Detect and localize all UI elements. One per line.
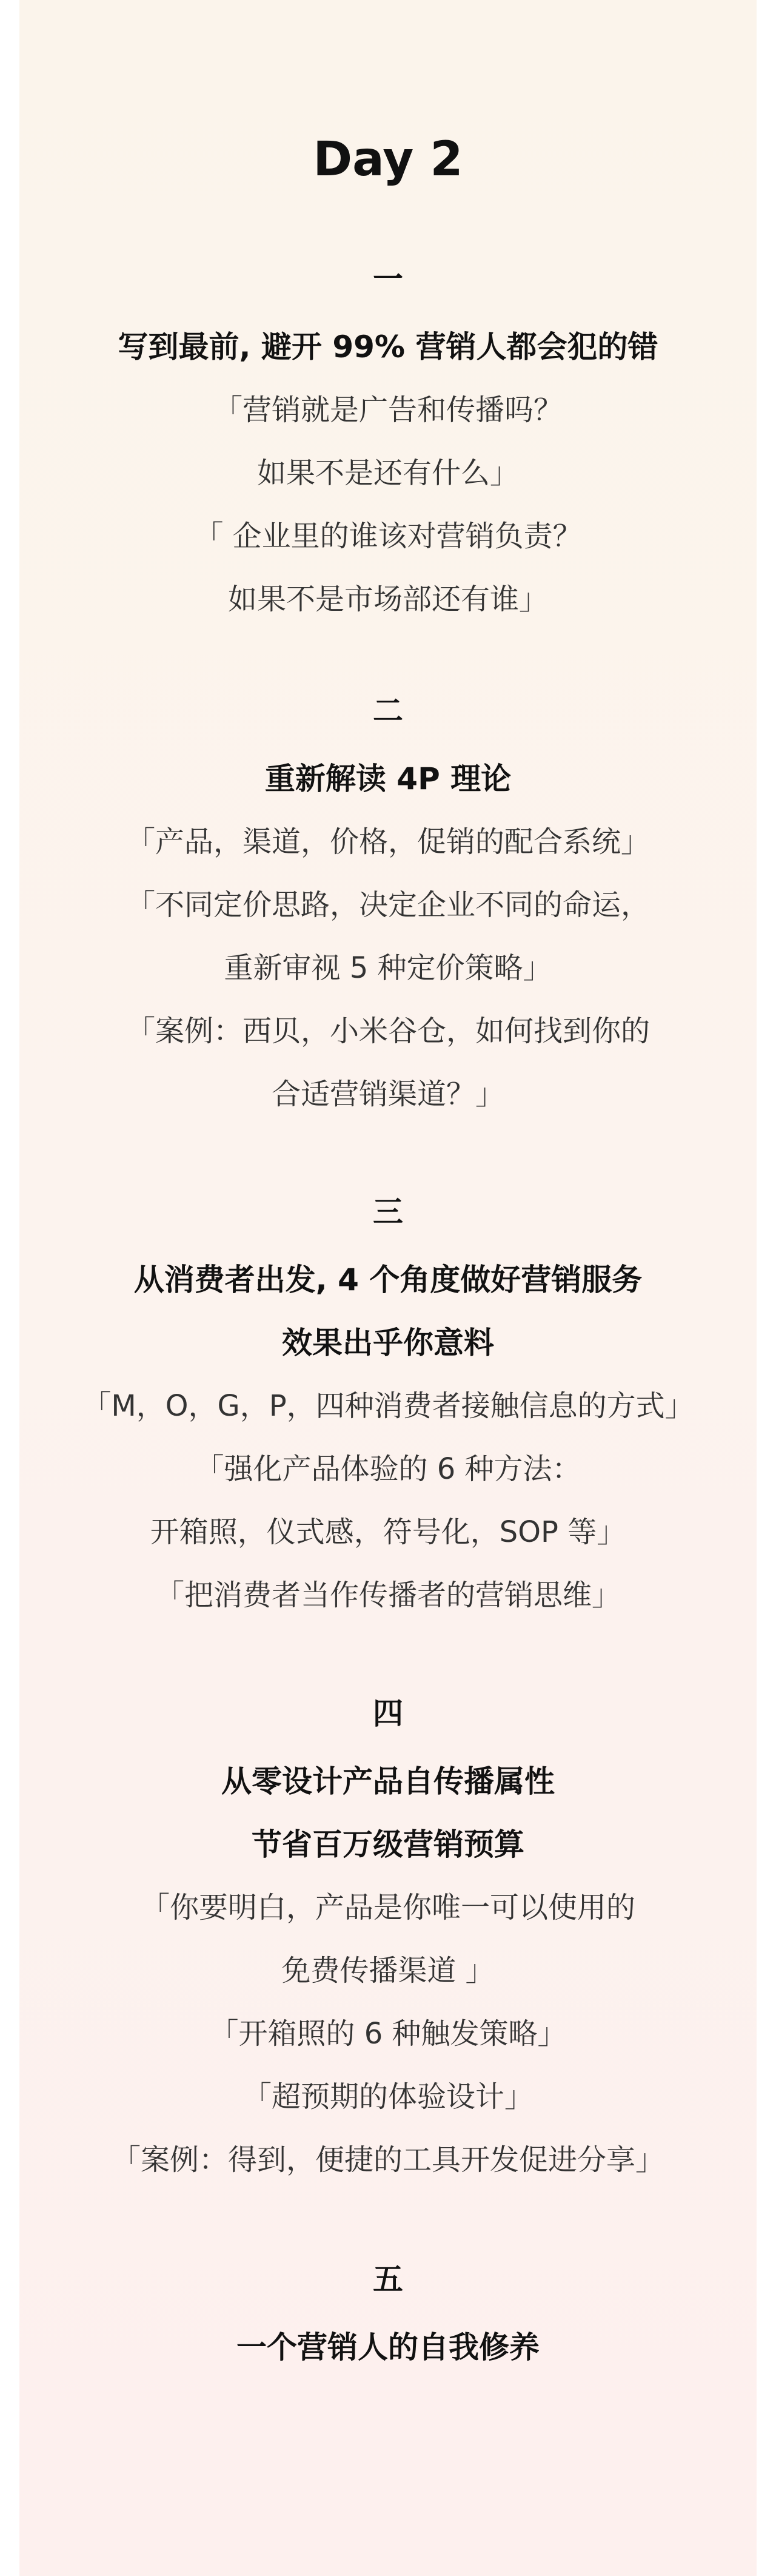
section-3 [19,1188,757,1627]
section-numeral: 一 [373,261,403,297]
section-2 [19,687,757,1126]
section-heading: 效果出乎你意料 [282,1325,494,1360]
section-heading: 一个营销人的自我修养 [236,2330,540,2365]
section-line: 「开箱照的 6 种触发策略」 [209,2017,567,2051]
section-line: 「你要明白，产品是你唯一可以使用的 [140,1891,635,1925]
section-line: 「超预期的体验设计」 [242,2080,534,2114]
section-line: 「案例：得到，便捷的工具开发促进分享」 [111,2143,664,2177]
article-page [19,0,757,2576]
section-1 [19,255,757,631]
section-5 [19,2255,757,2379]
section-line: 「强化产品体验的 6 种方法： [195,1452,581,1486]
section-heading: 写到最前, 避开 99% 营销人都会犯的错 [118,329,658,365]
section-numeral: 三 [373,1194,403,1229]
page-title: Day 2 [313,132,463,187]
section-line: 「不同定价思路，决定企业不同的命运， [125,888,650,922]
section-line: 免费传播渠道 」 [281,1954,495,1988]
section-line: 开箱照，仪式感，符号化，SOP 等」 [150,1515,626,1549]
section-heading: 节省百万级营销预算 [252,1827,524,1862]
section-numeral: 五 [373,2262,403,2297]
section-line: 如果不是还有什么」 [256,456,519,490]
section-line: 「把消费者当作传播者的营销思维」 [155,1578,621,1612]
section-line: 「产品，渠道，价格，促销的配合系统」 [125,825,650,859]
section-heading: 从消费者出发, 4 个角度做好营销服务 [133,1262,643,1297]
section-line: 合适营销渠道？」 [271,1077,504,1111]
section-line: 「 企业里的谁该对营销负责？ [194,519,582,553]
section-line: 重新审视 5 种定价策略」 [224,951,552,985]
section-4 [19,1689,757,2191]
section-line: 如果不是市场部还有谁」 [227,582,548,616]
section-line: 「M，O，G，P，四种消费者接触信息的方式」 [82,1389,694,1423]
section-heading: 重新解读 4P 理论 [264,761,512,796]
section-numeral: 四 [373,1696,403,1731]
section-heading: 从零设计产品自传播属性 [221,1764,555,1799]
section-line: 「营销就是广告和传播吗？ [213,393,563,427]
section-line: 「案例：西贝，小米谷仓，如何找到你的 [125,1014,650,1048]
section-numeral: 二 [373,693,403,728]
